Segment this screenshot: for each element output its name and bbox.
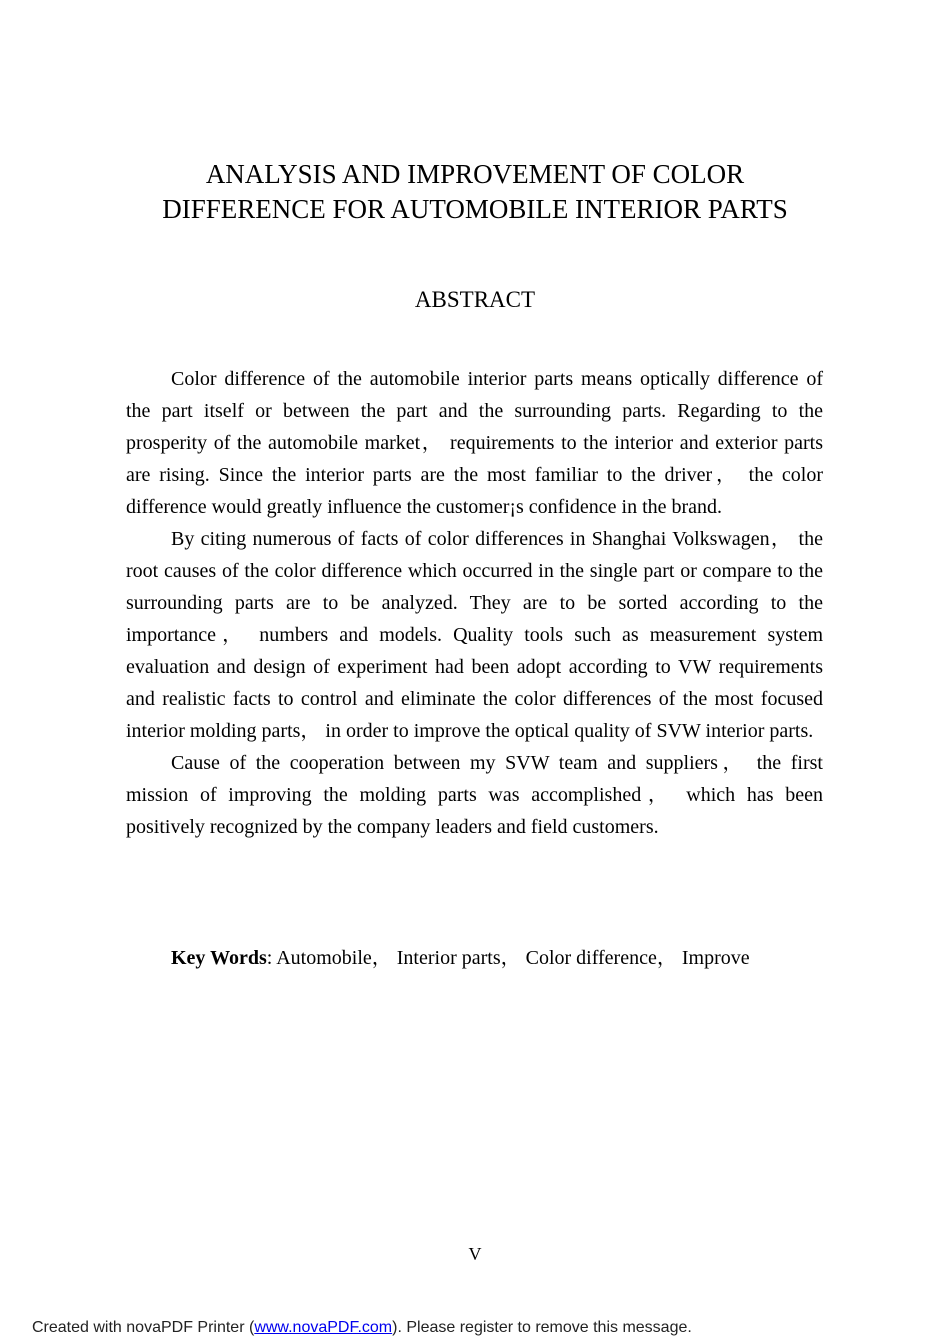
- abstract-body: [126, 363, 823, 843]
- abstract-paragraph-1: Color difference of the automobile interior parts means optically difference of the part itself or between the part and the surrounding parts. Regarding to the prosperity of the automobile market， requirements to the interior and exterior parts are rising. Since the interior parts are the most familiar to the driver， the color difference would greatly influence the customer¡s confidence in the brand.: [126, 368, 823, 518]
- footer-link[interactable]: www.novaPDF.com: [254, 1319, 393, 1336]
- abstract-paragraph-2: By citing numerous of facts of color differences in Shanghai Volkswagen， the root causes of the color difference which occurred in the single part or compare to the surrounding parts are to be analyzed. They are to be sorted according to the importance， numbers and models. Quality tools such as measurement system evaluation and design of experiment had been adopt according to VW requirements and realistic facts to control and eliminate the color differences of the most focused interior molding parts， in order to improve the optical quality of SVW interior parts.: [126, 528, 823, 742]
- abstract-heading: ABSTRACT: [414, 287, 536, 312]
- watermark-footer: [32, 1318, 692, 1338]
- keywords-line: [171, 942, 823, 974]
- footer-prefix: Created with novaPDF Printer (: [32, 1319, 255, 1336]
- abstract-paragraph-3: Cause of the cooperation between my SVW team and suppliers， the first mission of improving the molding parts was accomplished， which has been positively recognized by the company leaders and field customers.: [126, 752, 823, 838]
- page-number: V: [468, 1244, 482, 1264]
- keywords-text: : Automobile， Interior parts， Color difference， Improve: [266, 947, 750, 969]
- title-line-1: ANALYSIS AND IMPROVEMENT OF COLOR: [205, 159, 745, 189]
- footer-suffix: ). Please register to remove this message.: [392, 1319, 692, 1336]
- keywords-label: Key Words: [171, 947, 267, 969]
- title-line-2: DIFFERENCE FOR AUTOMOBILE INTERIOR PARTS: [162, 194, 788, 224]
- document-title: [0, 157, 950, 227]
